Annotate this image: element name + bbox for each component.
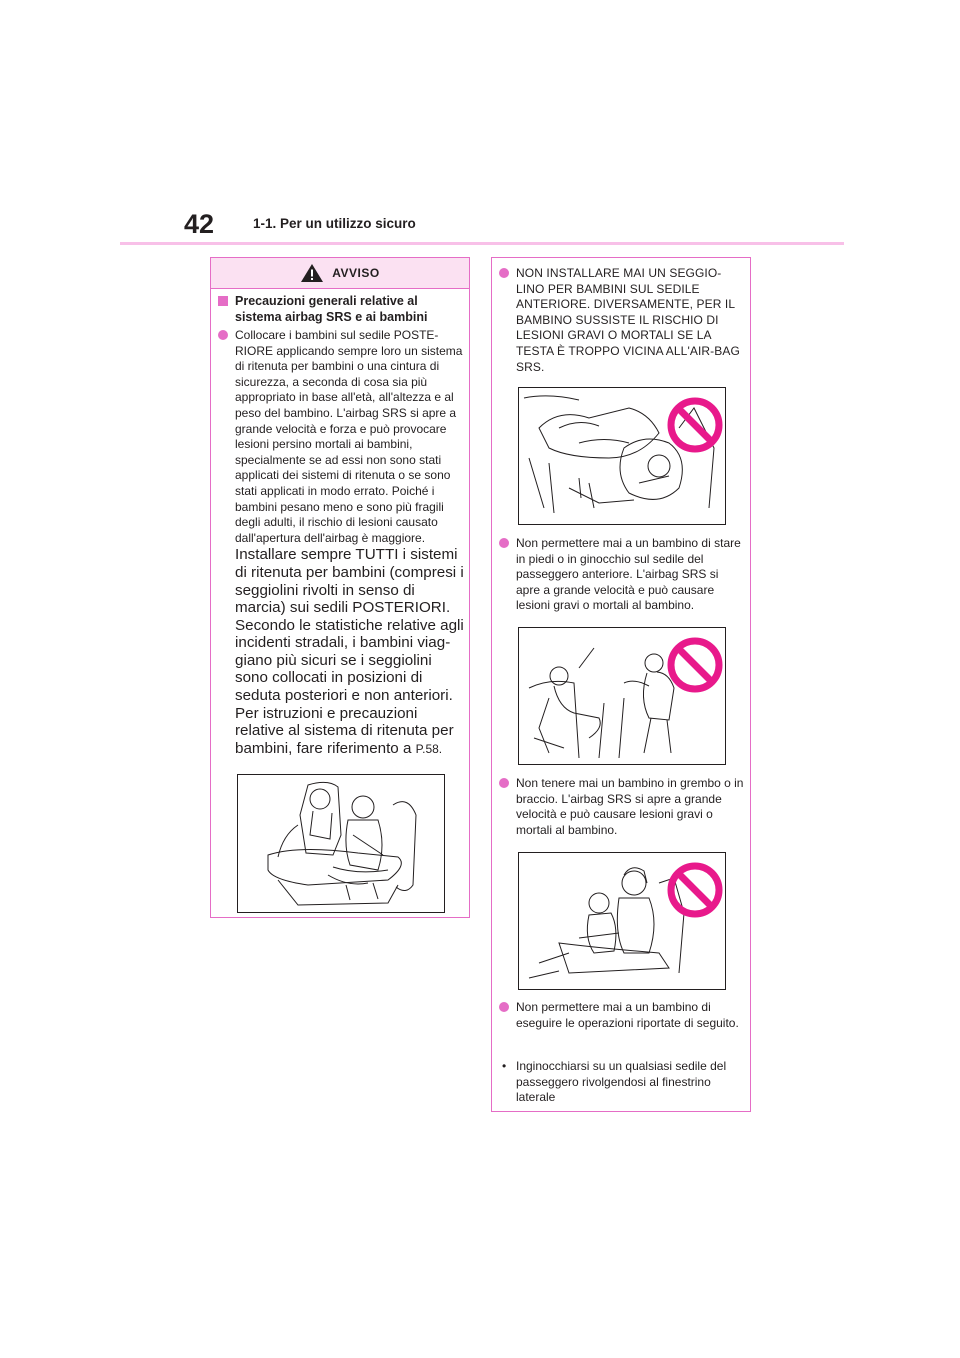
list-item <box>499 536 745 614</box>
bullet-text: Non permettere mai a un bambino di eseguire le operazioni riportate di seguito. <box>516 1000 739 1030</box>
circle-bullet-icon <box>218 330 228 340</box>
child-seat-drawing <box>238 775 444 912</box>
standing-child-illustration <box>518 627 726 765</box>
bullet-text-large-2: Secondo le statistiche relative agli incidenti stradali, i bambini viag-giano più sicuri se i seggiolini sono collocati in posizioni di seduta posteriori e non anteriori. <box>235 616 464 705</box>
airbag-child-seat-drawing <box>519 388 725 524</box>
front-seat-child-seat-illustration <box>518 387 726 525</box>
page-number: 42 <box>184 209 215 239</box>
dash-list-item <box>502 1059 742 1106</box>
bullet-text: Non permettere mai a un bambino di stare in piedi o in ginocchio sul sedile del passeggero anteriore. L'airbag SRS si apre a grande velocità e può causare lesioni gravi o mortali al bambino. <box>516 536 741 613</box>
warning-heading: Precauzioni generali relative al sistema airbag SRS e ai bambini <box>235 294 428 324</box>
child-on-lap-illustration <box>518 852 726 990</box>
bullet-text-large-3: Per istruzioni e precauzioni relative al sistema di ritenuta per bambini, fare riferimento a <box>235 704 454 757</box>
warning-title: AVVISO <box>332 266 380 280</box>
list-item <box>499 776 745 838</box>
warning-box-right <box>491 257 751 1112</box>
page-reference-link[interactable]: P.58. <box>415 741 443 756</box>
section-title: 1-1. Per un utilizzo sicuro <box>253 216 416 231</box>
bullet-text: NON INSTALLARE MAI UN SEGGIO-LINO PER BAMBINI SUL SEDILE ANTERIORE. DIVERSAMENTE, PER IL BAMBINO SUSSISTE IL RISCHIO DI LESIONI GRAVI O MORTALI SE LA TESTA È TROPPO VICINA ALL'AIR-BAG SRS. <box>516 266 740 374</box>
warning-heading-item <box>218 294 462 325</box>
warning-triangle-icon <box>300 263 324 283</box>
list-item <box>499 266 745 375</box>
dash-bullet: • <box>502 1059 507 1073</box>
list-item <box>218 328 466 758</box>
bullet-text: Collocare i bambini sul sedile POSTE-RIORE applicando sempre loro un sistema di ritenuta per bambini o una cintura di sicurezza, a seconda di cosa sia più appropriato in base all'età, all'altezza e al peso del bambino. L'airbag SRS si apre a grande velocità e forza e può provocare lesioni persino mortali ai bambini, specialmente se ad essi non sono stati applicati dei sistemi di ritenuta o se sono stati applicati in modo errato. Poiché i bambini pesano meno e sono più fragili degli adulti, il rischio di lesioni causato dall'apertura dell'airbag è maggiore. <box>235 328 463 545</box>
rear-seat-child-illustration <box>237 774 445 913</box>
child-on-lap-drawing <box>519 853 725 989</box>
child-kneeling-drawing <box>519 628 725 764</box>
warning-header <box>211 258 469 289</box>
circle-bullet-icon <box>499 778 509 788</box>
circle-bullet-icon <box>499 538 509 548</box>
header-rule <box>120 242 844 245</box>
bullet-text: Non tenere mai un bambino in grembo o in braccio. L'airbag SRS si apre a grande velocità e può causare lesioni gravi o mortali al bambino. <box>516 776 744 837</box>
list-item <box>499 1000 745 1031</box>
dash-text: Inginocchiarsi su un qualsiasi sedile del passeggero rivolgendosi al finestrino laterale <box>516 1059 727 1105</box>
circle-bullet-icon <box>499 1002 509 1012</box>
square-bullet-icon <box>218 296 228 306</box>
circle-bullet-icon <box>499 268 509 278</box>
warning-box-left <box>210 257 470 918</box>
bullet-text-large-1: Installare sempre TUTTI i sistemi di ritenuta per bambini (compresi i seggiolini rivolti in senso di marcia) sui sedili POSTERIORI. <box>235 546 464 617</box>
